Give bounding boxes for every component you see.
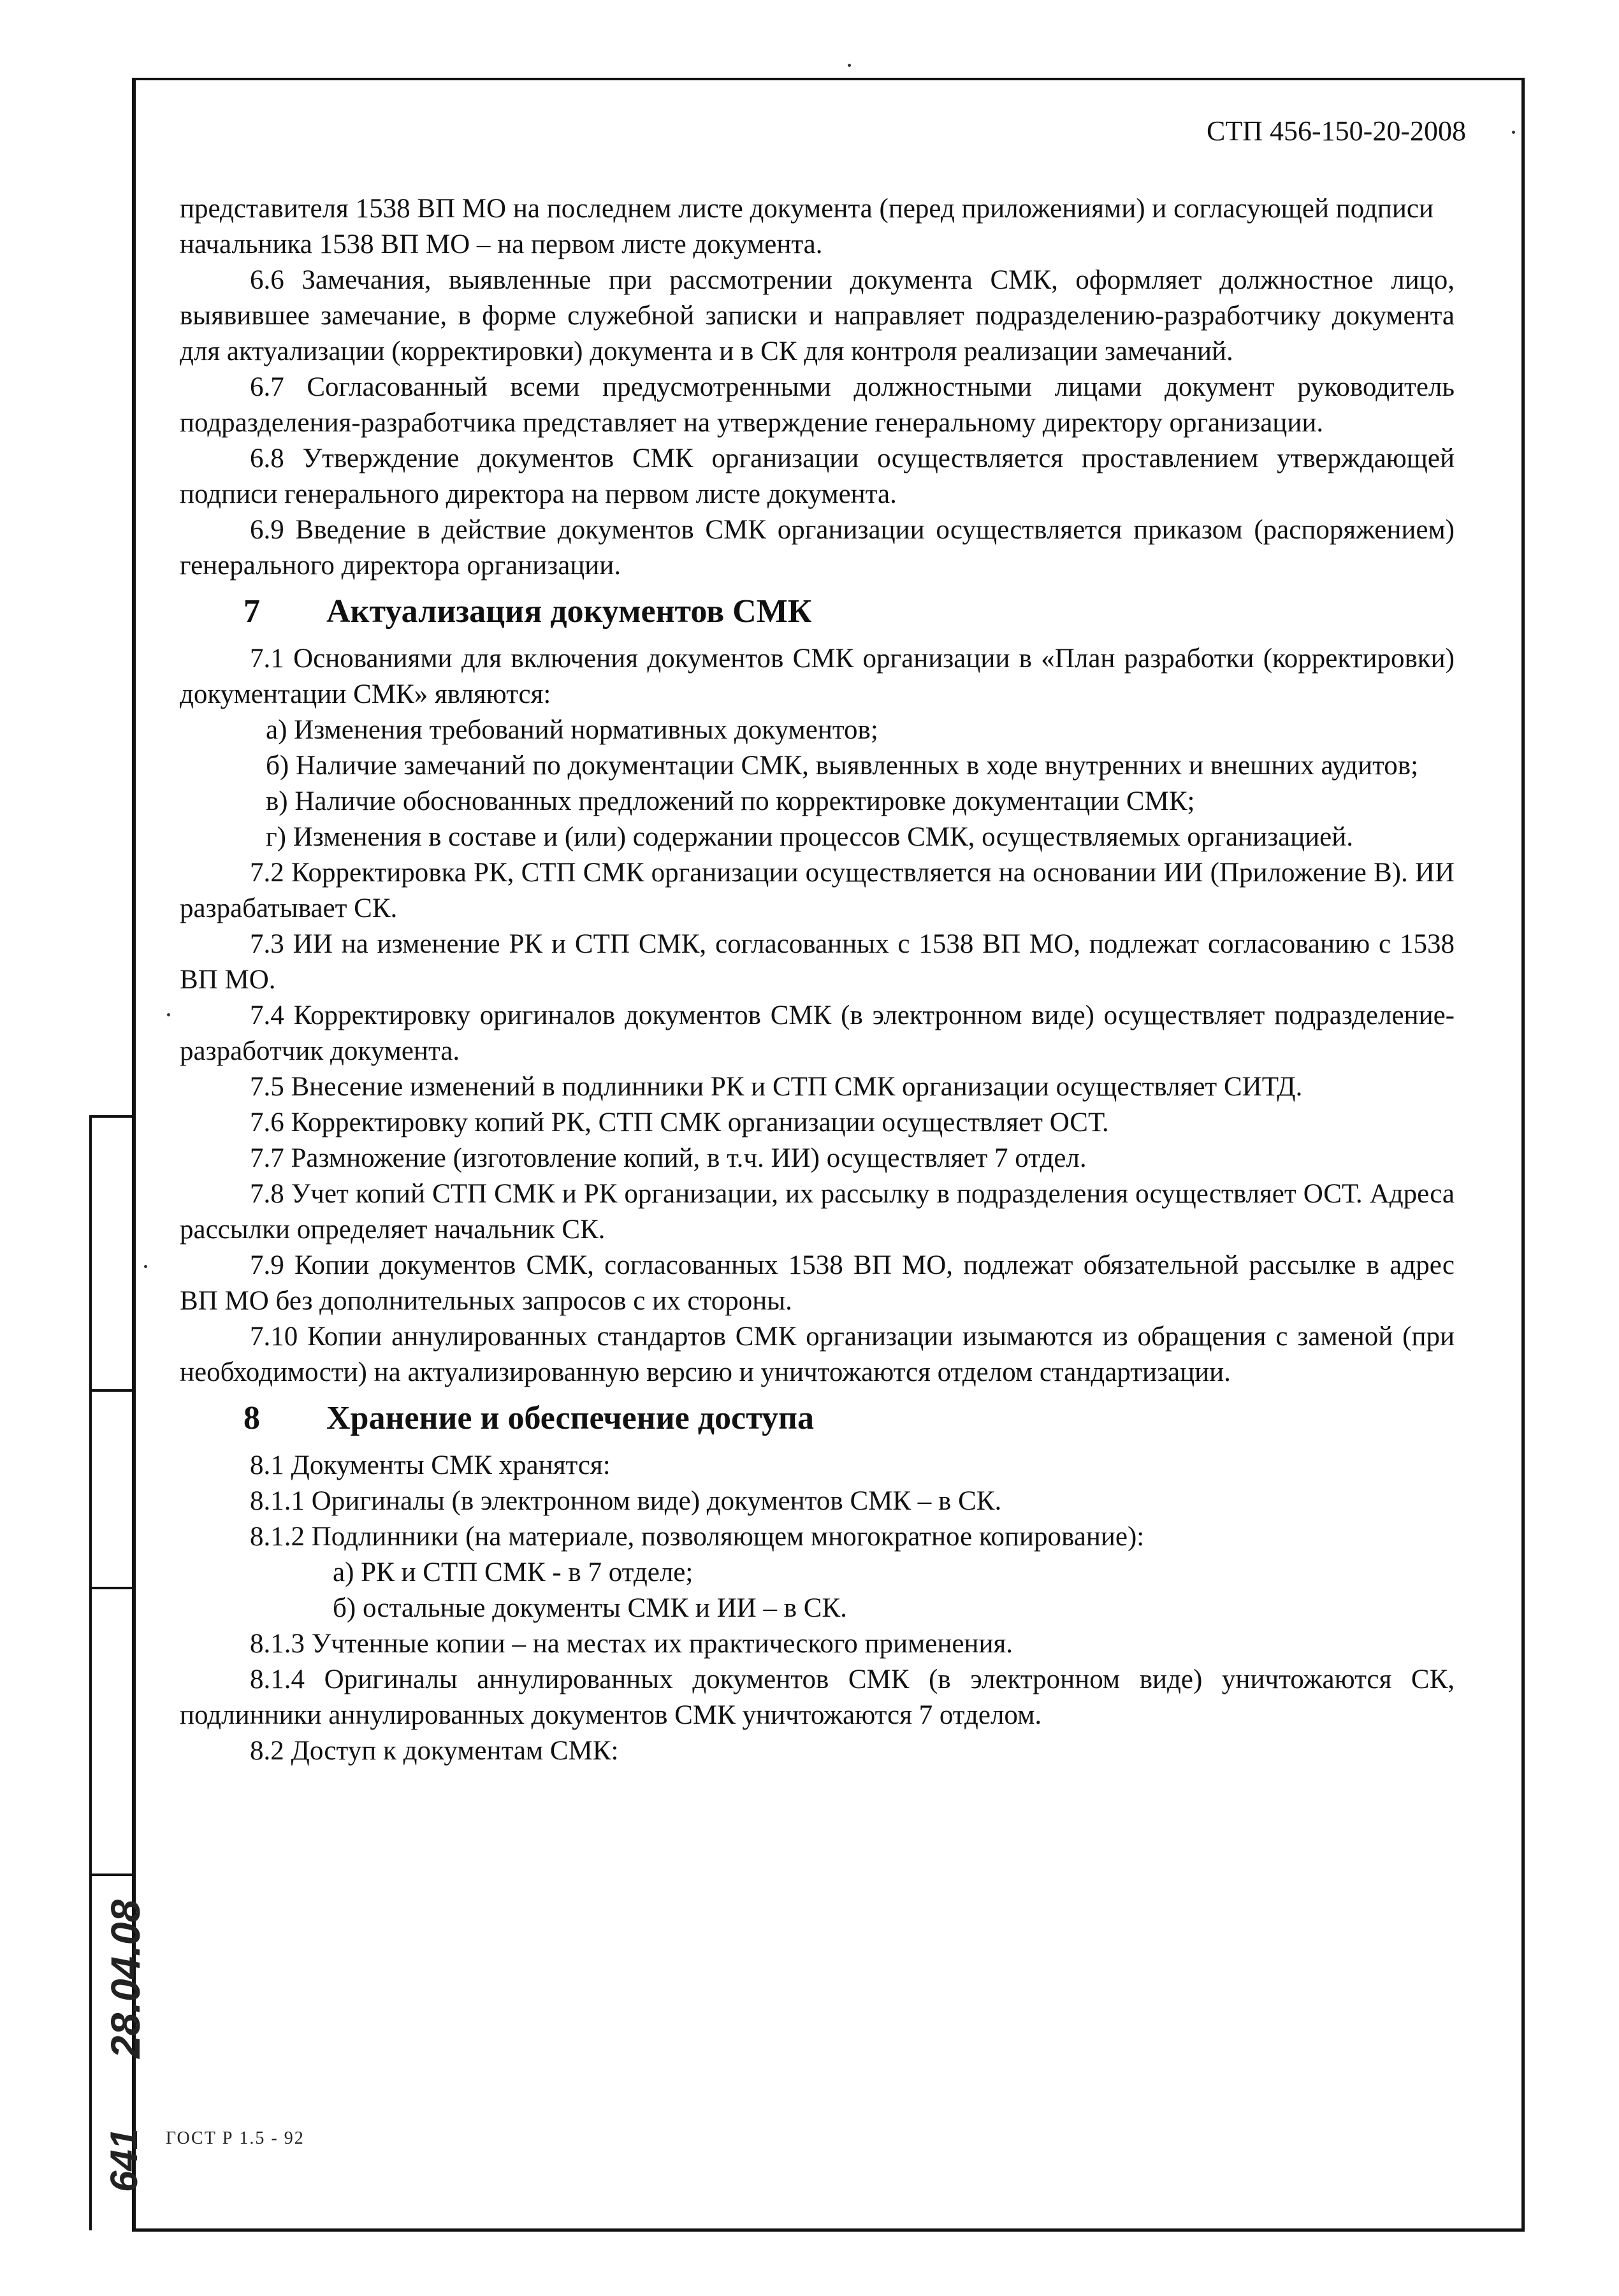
paragraph-8-1-4: 8.1.4 Оригиналы аннулированных документов СМК (в электронном виде) уничтожаются СК, подлинники аннулированных документов СМК уничтожаются 7 отделом. xyxy=(180,1664,1455,1730)
document-body xyxy=(180,191,1455,1769)
paragraph-7-2: 7.2 Корректировка РК, СТП СМК организации осуществляется на основании ИИ (Приложение В). ИИ разрабатывает СК. xyxy=(180,858,1455,923)
list-item-8-1-2-b: б) остальные документы СМК и ИИ – в СК. xyxy=(333,1593,847,1623)
paragraph-6-9: 6.9 Введение в действие документов СМК организации осуществляется приказом (распоряжением) генерального директора организации. xyxy=(180,515,1455,581)
section-number: 8 xyxy=(243,1400,260,1436)
paragraph-7-1: 7.1 Основаниями для включения документов СМК организации в «План разработки (корректировки) документации СМК» являются: xyxy=(180,644,1455,709)
paragraph-6-8: 6.8 Утверждение документов СМК организации осуществляется проставлением утверждающей подписи генерального директора на первом листе документа. xyxy=(180,444,1455,509)
margin-stamp-strip xyxy=(89,1115,133,2230)
paragraph-6-7: 6.7 Согласованный всеми предусмотренными должностными лицами документ руководитель подразделения-разработчика представляет на утверждение генеральному директору организации. xyxy=(180,372,1455,438)
stamp-divider xyxy=(92,1115,135,1118)
paragraph-7-6: 7.6 Корректировку копий РК, СТП СМК организации осуществляет ОСТ. xyxy=(250,1108,1109,1137)
paragraph-8-1-2: 8.1.2 Подлинники (на материале, позволяющем многократное копирование): xyxy=(250,1522,1145,1552)
paragraph-7-5: 7.5 Внесение изменений в подлинники РК и СТП СМК организации осуществляет СИТД. xyxy=(250,1072,1303,1102)
list-item-a: а) Изменения требований нормативных документов; xyxy=(266,715,878,745)
list-item-v: в) Наличие обоснованных предложений по корректировке документации СМК; xyxy=(266,786,1195,816)
paragraph-7-4: 7.4 Корректировку оригиналов документов СМК (в электронном виде) осуществляет подразделение-разработчик документа. xyxy=(180,1000,1455,1066)
paragraph-6-6: 6.6 Замечания, выявленные при рассмотрении документа СМК, оформляет должностное лицо, выявившее замечание, в форме служебной записки и направляет подразделению-разработчику документа для актуализации (корректировки) документа и в СК для контроля реализации замечаний. xyxy=(180,265,1455,366)
list-item-b: б) Наличие замечаний по документации СМК, выявленных в ходе внутренних и внешних аудитов; xyxy=(266,751,1419,781)
paragraph-7-3: 7.3 ИИ на изменение РК и СТП СМК, согласованных с 1538 ВП МО, подлежат согласованию с 1538 ВП МО. xyxy=(180,929,1455,995)
section-number: 7 xyxy=(243,593,260,630)
document-code: СТП 456-150-20-2008 xyxy=(1207,115,1466,147)
paragraph-7-8: 7.8 Учет копий СТП СМК и РК организации, их рассылку в подразделения осуществляет ОСТ. Адреса рассылки определяет начальник СК. xyxy=(180,1179,1455,1245)
scan-speck xyxy=(848,64,851,67)
stamp-divider xyxy=(92,1874,135,1876)
stamp-signature-date: 28.04.08 xyxy=(103,1899,149,2058)
section-title: Актуализация документов СМК xyxy=(326,593,812,630)
section-heading-8 xyxy=(180,1401,1455,1436)
paragraph-7-10: 7.10 Копии аннулированных стандартов СМК организации изымаются из обращения с заменой (при необходимости) на актуализированную версию и уничтожаются отделом стандартизации. xyxy=(180,1322,1455,1387)
section-heading-7 xyxy=(180,594,1455,630)
stamp-divider xyxy=(92,1389,135,1392)
paragraph-7-9: 7.9 Копии документов СМК, согласованных 1538 ВП МО, подлежат обязательной рассылке в адрес ВП МО без дополнительных запросов с их стороны. xyxy=(180,1250,1455,1316)
stamp-number: 641 xyxy=(103,2128,145,2192)
paragraph-8-1-3: 8.1.3 Учтенные копии – на местах их практического применения. xyxy=(250,1629,1013,1659)
scan-speck xyxy=(1512,131,1515,134)
footer-standard: ГОСТ Р 1.5 - 92 xyxy=(166,2128,305,2148)
scan-speck xyxy=(144,1265,147,1268)
section-title: Хранение и обеспечение доступа xyxy=(326,1400,814,1436)
list-item-8-1-2-a: а) РК и СТП СМК - в 7 отделе; xyxy=(333,1557,693,1587)
paragraph-continuation: представителя 1538 ВП МО на последнем листе документа (перед приложениями) и согласующей подписи начальника 1538 ВП МО – на первом листе документа. xyxy=(180,194,1434,259)
list-item-g: г) Изменения в составе и (или) содержании процессов СМК, осуществляемых организацией. xyxy=(266,822,1354,852)
paragraph-8-2: 8.2 Доступ к документам СМК: xyxy=(250,1736,619,1766)
paragraph-8-1: 8.1 Документы СМК хранятся: xyxy=(250,1450,611,1480)
scan-speck xyxy=(167,1013,170,1016)
paragraph-8-1-1: 8.1.1 Оригиналы (в электронном виде) документов СМК – в СК. xyxy=(250,1486,1002,1516)
paragraph-7-7: 7.7 Размножение (изготовление копий, в т.ч. ИИ) осуществляет 7 отдел. xyxy=(250,1143,1087,1173)
stamp-divider xyxy=(92,1587,135,1589)
